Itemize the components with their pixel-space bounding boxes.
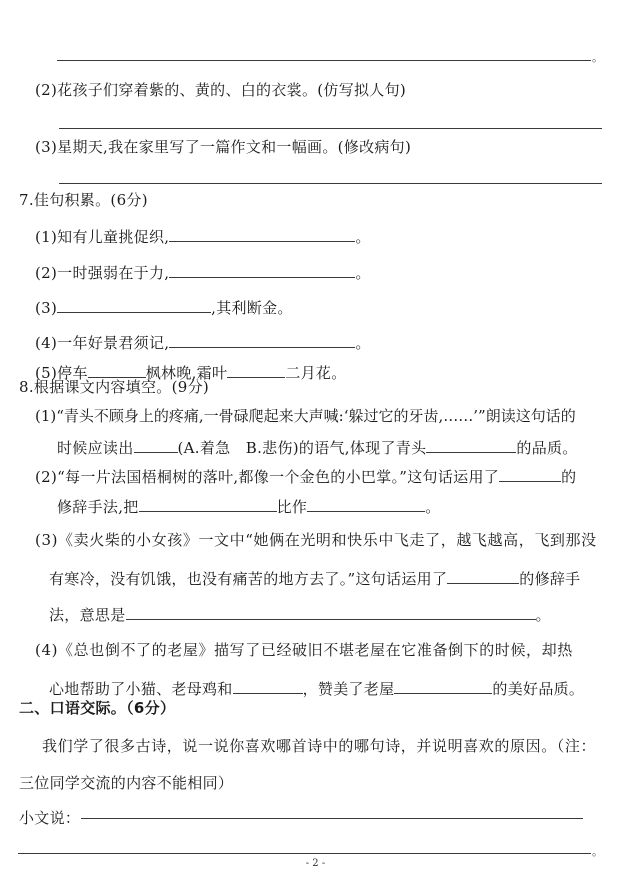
fill-blank[interactable] <box>233 677 303 694</box>
q7-item-5-end: 二月花。 <box>285 364 347 382</box>
q7-item-1 <box>35 225 371 247</box>
text: ，赞美了老屋 <box>302 680 395 698</box>
q7-item-5-mid: 枫林晚,霜叶 <box>145 364 228 382</box>
answer-line[interactable] <box>57 60 591 61</box>
text: 修辞手法,把 <box>57 498 139 516</box>
section2-title: 二、口语交际。（6分） <box>19 699 176 717</box>
fill-blank[interactable] <box>126 603 536 620</box>
q7-item-2 <box>35 261 371 283</box>
fill-blank[interactable] <box>88 361 146 378</box>
q7-item-3 <box>35 296 293 318</box>
q8-item-4-line1: (4)《总也倒不了的老屋》描写了已经破旧不堪老屋在它准备倒下的时候，却热 <box>35 641 573 659</box>
fill-blank[interactable] <box>169 331 355 348</box>
text: 比作 <box>276 498 308 516</box>
text: 法，意思是 <box>49 606 126 624</box>
section2-para-2: 三位同学交流的内容不能相同） <box>19 774 234 792</box>
text: 的品质。 <box>516 439 578 457</box>
q7-item-4 <box>35 331 371 353</box>
q8-item-2-line2 <box>57 495 441 517</box>
fill-blank[interactable] <box>169 225 355 242</box>
q7-item-4-end: 。 <box>355 334 371 352</box>
answer-line[interactable] <box>59 183 602 184</box>
fill-blank[interactable] <box>499 465 561 482</box>
end-period: 。 <box>592 845 604 858</box>
q8-item-3-line2 <box>49 567 580 589</box>
q8-item-1-line1: (1)“青头不顾身上的疼痛,一骨碌爬起来大声喊:‘躲过它的牙齿,……’”朗读这句话的 <box>35 407 576 425</box>
q8-title: 8.根据课文内容填空。(9分) <box>19 378 210 396</box>
text: 心地帮助了小猫、老母鸡和 <box>49 680 233 698</box>
text: 有寒冷，没有饥饿，也没有痛苦的地方去了。”这句话运用了 <box>49 570 448 588</box>
q7-item-2-text: (2)一时强弱在于力, <box>35 264 170 282</box>
text: 时候应读出 <box>57 439 134 457</box>
text: 的修辞手 <box>519 570 581 588</box>
q8-item-1-line2 <box>57 436 578 458</box>
fill-blank[interactable] <box>307 495 425 512</box>
fill-blank[interactable] <box>447 567 519 584</box>
q8-item-2-line1 <box>35 465 576 487</box>
q8-item-4-line2 <box>49 677 584 699</box>
q8-item-3-line3 <box>49 603 551 625</box>
answer-line[interactable] <box>59 128 602 129</box>
answer-line[interactable] <box>81 818 583 819</box>
q7-item-1-text: (1)知有儿童挑促织, <box>35 228 170 246</box>
q7-item-2-end: 。 <box>355 264 371 282</box>
speaker-label: 小文说： <box>19 809 81 827</box>
fill-blank[interactable] <box>139 495 277 512</box>
fill-blank[interactable] <box>57 296 211 313</box>
q6-item-2: (2)花孩子们穿着紫的、黄的、白的衣裳。(仿写拟人句) <box>35 81 407 99</box>
fill-blank[interactable] <box>394 677 492 694</box>
answer-line[interactable] <box>18 853 591 854</box>
text: 。 <box>425 498 441 516</box>
q8-item-3-line1: (3)《卖火柴的小女孩》一文中“她俩在光明和快乐中飞走了，越飞越高，飞到那没 <box>35 531 597 549</box>
fill-blank[interactable] <box>134 436 178 453</box>
q7-item-5-text: (5)停车 <box>35 364 88 382</box>
page-number: - 2 - <box>305 858 326 869</box>
text: 的美好品质。 <box>492 680 585 698</box>
q7-item-3-text: (3) <box>35 299 58 317</box>
text: 。 <box>535 606 551 624</box>
section2-para-1: 我们学了很多古诗，说一说你喜欢哪首诗中的哪句诗，并说明喜欢的原因。（注： <box>42 737 597 755</box>
fill-blank[interactable] <box>227 361 285 378</box>
text: (A.着急 B.悲伤)的语气,体现了青头 <box>177 439 427 457</box>
fill-blank[interactable] <box>426 436 516 453</box>
period: 。 <box>592 51 604 64</box>
fill-blank[interactable] <box>169 261 355 278</box>
text: 的 <box>561 468 577 486</box>
q7-item-1-end: 。 <box>355 228 371 246</box>
q7-item-3-end: ,其利断金。 <box>211 299 293 317</box>
q7-item-4-text: (4)一年好景君须记, <box>35 334 170 352</box>
q6-item-3: (3)星期天,我在家里写了一篇作文和一幅画。(修改病句) <box>35 138 412 156</box>
text: (2)“每一片法国梧桐树的落叶,都像一个金色的小巴掌。”这句话运用了 <box>35 468 500 486</box>
q7-title: 7.佳句积累。(6分) <box>19 191 148 209</box>
